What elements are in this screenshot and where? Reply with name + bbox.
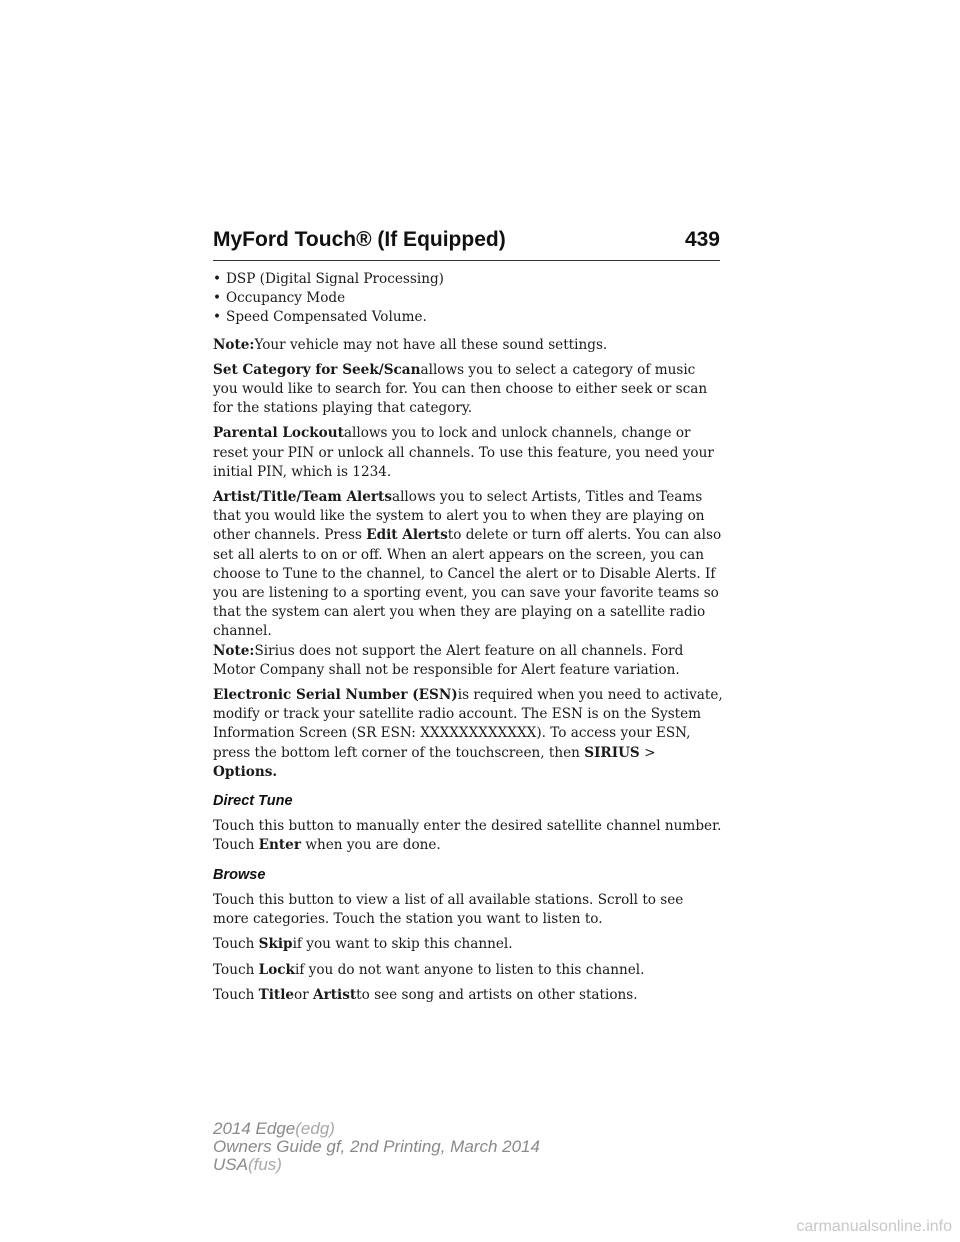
paragraph-lock: Touch Lockif you do not want anyone to listen to this channel.	[213, 961, 645, 978]
document-footer	[213, 1120, 540, 1174]
footer-line-model: 2014 Edge(edg)	[213, 1119, 335, 1138]
paragraph-alerts: Artist/Title/Team Alertsallows you to select Artists, Titles and Teams that you would like the system to alert you to when they are playing on other channels. Press Edit Alertsto delete or turn off alerts. You can also set all alerts to on or off. When an alert appears on the screen, you can choose to Tune to the channel, to Cancel the alert or to Disable Alerts. If you are listening to a sporting event, you can save your favorite teams so that the system can alert you when they are playing on a satellite radio channel.	[213, 489, 722, 640]
footer-line-market: USA(fus)	[213, 1155, 282, 1174]
section-title: MyFord Touch® (If Equipped)	[213, 228, 506, 251]
heading-direct-tune: Direct Tune	[213, 793, 293, 810]
list-item: • DSP (Digital Signal Processing)	[213, 270, 723, 289]
site-watermark: carmanualsonline.info	[796, 1218, 952, 1235]
footer-line-guide: Owners Guide gf, 2nd Printing, March 2014	[213, 1137, 540, 1156]
list-item: • Occupancy Mode	[213, 289, 723, 308]
paragraph-parental-lockout: Parental Lockoutallows you to lock and unlock channels, change or reset your PIN or unlock all channels. To use this feature, you need your initial PIN, which is 1234.	[213, 425, 714, 480]
page-header	[213, 224, 720, 261]
note-alerts: Note:Sirius does not support the Alert feature on all channels. Ford Motor Company shall not be responsible for Alert feature variation.	[213, 642, 684, 678]
paragraph-browse-intro: Touch this button to view a list of all available stations. Scroll to see more categories. Touch the station you want to listen to.	[213, 891, 684, 928]
bullet-icon: •	[213, 290, 222, 307]
list-item: • Speed Compensated Volume.	[213, 308, 723, 327]
sound-settings-list	[213, 270, 723, 328]
bullet-icon: •	[213, 309, 222, 326]
paragraph-title-artist: Touch Titleor Artistto see song and artists on other stations.	[213, 986, 638, 1003]
page-number: 439	[684, 228, 720, 251]
note-sound-settings: Note:Your vehicle may not have all these sound settings.	[213, 336, 608, 353]
page-content	[213, 270, 723, 1011]
paragraph-skip: Touch Skipif you want to skip this channel.	[213, 936, 513, 953]
bullet-icon: •	[213, 271, 222, 287]
paragraph-esn: Electronic Serial Number (ESN)is required when you need to activate, modify or track your satellite radio account. The ESN is on the System Information Screen (SR ESN: XXXXXXXXXXXX). To access your ESN, press the bottom left corner of the touchscreen, then SIRIUS > Options.	[213, 687, 723, 780]
heading-browse: Browse	[213, 866, 266, 883]
paragraph-direct-tune: Touch this button to manually enter the desired satellite channel number. Touch Enter when you are done.	[213, 818, 722, 854]
paragraph-seek-scan: Set Category for Seek/Scanallows you to select a category of music you would like to search for. You can then choose to either seek or scan for the stations playing that category.	[213, 361, 708, 417]
